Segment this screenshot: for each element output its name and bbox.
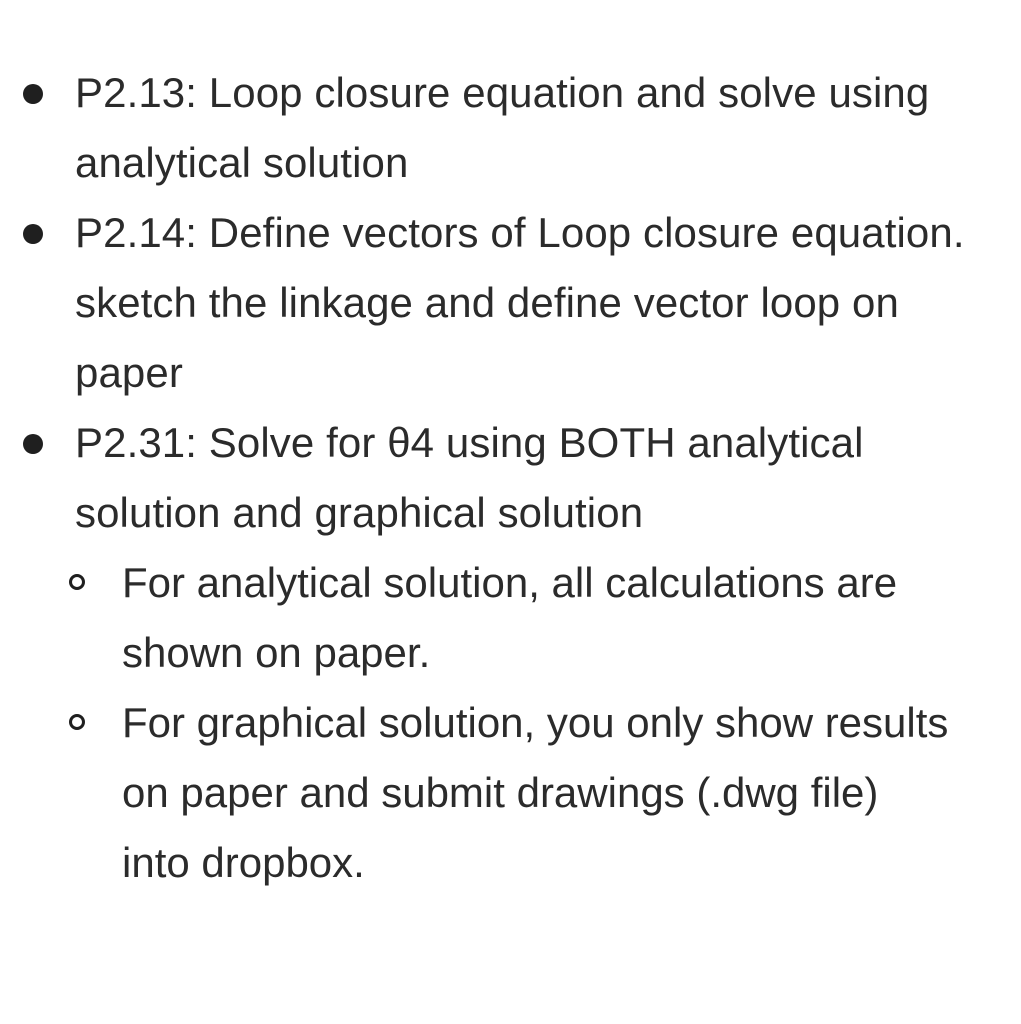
bullet-icon <box>23 224 43 244</box>
bullet-list <box>0 58 1021 898</box>
hollow-bullet-icon <box>69 574 85 590</box>
bullet-icon <box>23 434 43 454</box>
sub-list-item-text: For graphical solution, you only show results on paper and submit drawings (.dwg file) into dropbox. <box>122 699 949 886</box>
list-item-text: P2.13: Loop closure equation and solve using analytical solution <box>75 69 930 186</box>
list-item <box>0 198 1021 408</box>
document-page <box>0 58 1021 898</box>
list-item-text: P2.14: Define vectors of Loop closure equation. sketch the linkage and define vector loop on paper <box>75 209 965 396</box>
sub-list-item <box>75 548 1021 688</box>
list-item <box>0 58 1021 198</box>
sub-bullet-list <box>75 548 1021 898</box>
list-item-text: P2.31: Solve for θ4 using BOTH analytical solution and graphical solution <box>75 419 864 536</box>
hollow-bullet-icon <box>69 714 85 730</box>
list-item <box>0 408 1021 898</box>
sub-list-item <box>75 688 1021 898</box>
bullet-icon <box>23 84 43 104</box>
sub-list-item-text: For analytical solution, all calculations are shown on paper. <box>122 559 898 676</box>
